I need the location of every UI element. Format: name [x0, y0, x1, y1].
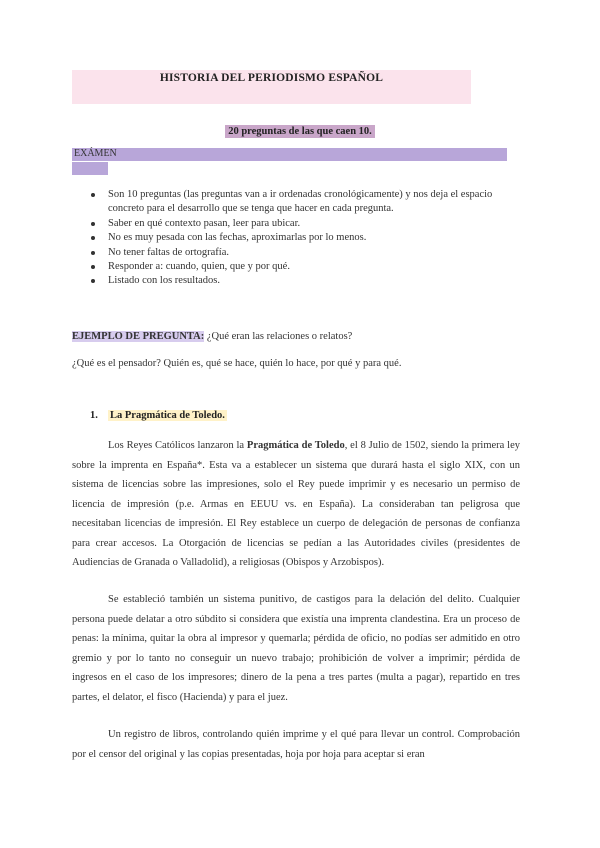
example-question	[72, 331, 352, 342]
exam-highlight	[72, 148, 507, 161]
subtitle-container	[0, 121, 600, 139]
list-item: Responder a: cuando, quien, que y por qué.	[90, 260, 530, 274]
exam-rules-list	[90, 188, 530, 289]
section-heading	[90, 410, 227, 421]
paragraph-3: Un registro de libros, controlando quién imprime y el qué para llevar un control. Comprobación por el censor del original y las copias presentadas, hoja por hoja para aceptar si eran	[72, 729, 520, 760]
exam-label: EXÁMEN	[74, 148, 117, 159]
example-followup: ¿Qué es el pensador? Quién es, qué se hace, quién lo hace, por qué y para qué.	[72, 358, 402, 369]
section-title: La Pragmática de Toledo.	[110, 410, 225, 421]
paragraph-1-bold: Pragmática de Toledo	[246, 440, 345, 451]
list-item: Saber en qué contexto pasan, leer para ubicar.	[90, 217, 530, 231]
list-item: No es muy pesada con las fechas, aproximarlas por lo menos.	[90, 231, 530, 245]
example-label: EJEMPLO DE PREGUNTA:	[72, 331, 205, 342]
paragraph-1-rest: , el 8 Julio de 1502, siendo la primera ley sobre la imprenta en España*. Esta va a establecer un sistema que durará hasta el siglo XIX, con un sistema de licencias sobre las impresiones, solo el Rey puede imprimir y es necesario un permiso de licencia de impresión (p.e. Armas en EEUU vs. en España). La consideraban tan peligrosa que necesitaban licencias de impresión. El Rey establece un cuerpo de delegación de personas de confianza para crear accesos. La Otorgación de licencias se pedían a las Autoridades civiles (presidentes de Audiencias de Granada o Valladolid), a religiosas (Obispos y Arzobispos).	[72, 440, 520, 568]
list-item: Listado con los resultados.	[90, 274, 530, 288]
paragraph-1-start: Los Reyes Católicos lanzaron la	[108, 440, 247, 451]
example-question-text: ¿Qué eran las relaciones o relatos?	[204, 331, 353, 342]
list-item: No tener faltas de ortografía.	[90, 246, 530, 260]
document-subtitle: 20 preguntas de las que caen 10.	[225, 125, 375, 138]
exam-highlight-continuation	[72, 162, 108, 175]
section-number: 1.	[90, 410, 98, 421]
paragraph-2: Se estableció también un sistema punitivo, de castigos para la delación del delito. Cualquier persona puede delatar a otro súbdito si considera que existía una imprenta clandestina. Era un proceso de penas: la mínima, quitar la obra al impresor y quemarla; pérdida de oficio, no podías ser admitido en otro gremio y por lo tanto no conseguir un nuevo trabajo; prohibición de volver a imprimir; pérdida de ingresos en el caso de los impresores; dinero de la pena a tres partes (multa a pagar), repartido en tres partes, el delator, el fisco (Hacienda) y para el juez.	[72, 594, 520, 703]
list-item: Son 10 preguntas (las preguntas van a ir ordenadas cronológicamente) y nos deja el espacio concreto para el desarrollo que se tenga que hacer en cada pregunta.	[90, 188, 530, 217]
paragraph-1	[72, 436, 520, 573]
document-title: HISTORIA DEL PERIODISMO ESPAÑOL	[159, 72, 384, 84]
